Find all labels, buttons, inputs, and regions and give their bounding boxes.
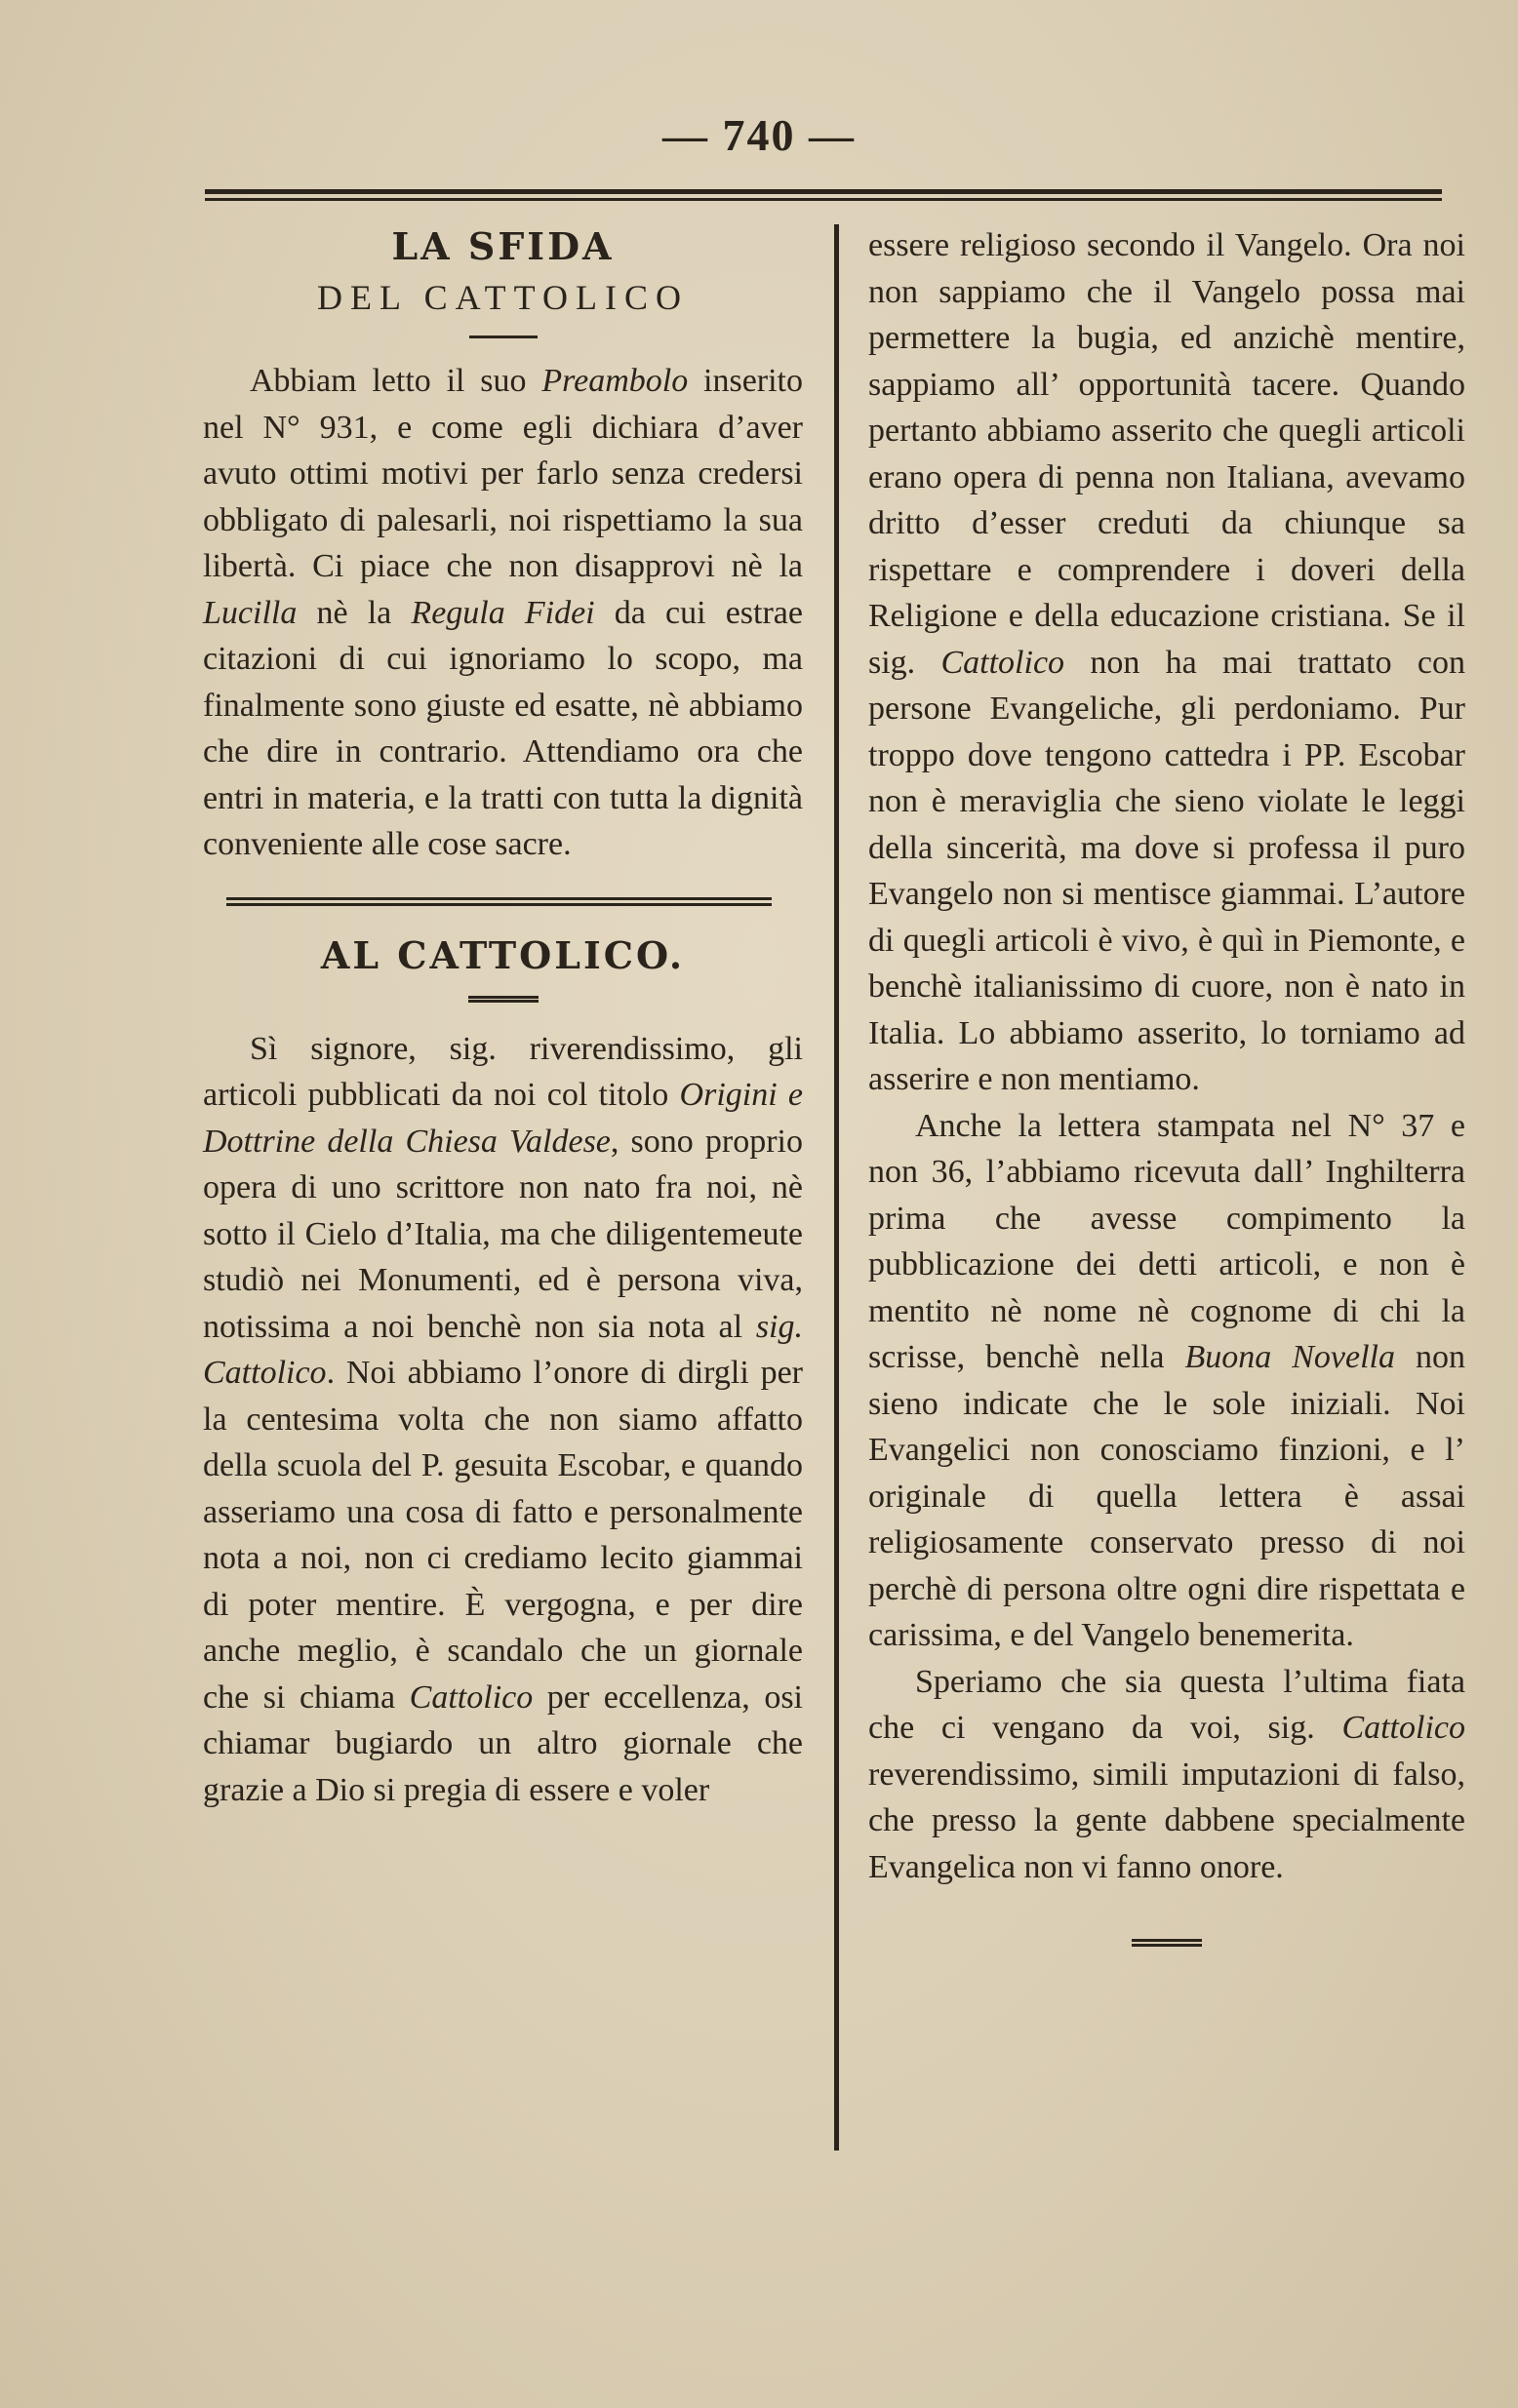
text-run: , sono proprio opera di uno scrittore non nato fra noi, nè sotto il Cielo d’Italia, ma che diligentemeute studiò nei Monumenti, ed è persona viva, notissima a noi benchè non sia nota al bbox=[203, 1123, 803, 1345]
article1-heading-line1: LA SFIDA bbox=[391, 224, 615, 268]
article2-heading-rule bbox=[468, 996, 539, 1003]
left-column bbox=[203, 222, 803, 1813]
italic-text-run: sig. Cattolico bbox=[203, 1308, 803, 1391]
header-double-rule bbox=[205, 189, 1442, 201]
right-column bbox=[868, 222, 1465, 1947]
text-run: per eccellenza, osi chiamar bugiardo un altro giornale che grazie a Dio si pregia di essere e voler bbox=[203, 1678, 803, 1808]
text-run: Sì signore, sig. riverendissimo, gli articoli pubblicati da noi col titolo bbox=[203, 1030, 803, 1113]
italic-text-run: Lucilla bbox=[203, 594, 298, 631]
text-run: non sieno indicate che le sole iniziali. Noi Evangelici non conosciamo finzioni, e l’ originale di quella lettera è assai religiosamente conservato presso di noi perchè di persona oltre ogni dire rispettata e carissima, e del Vangelo benemerita. bbox=[868, 1339, 1465, 1653]
italic-text-run: Preambolo bbox=[541, 363, 689, 399]
italic-text-run: Cattolico bbox=[409, 1678, 534, 1716]
text-run: inserito nel N° 931, e come egli dichiara d’aver avuto ottimi motivi per farlo senza credersi obbligato di palesarli, noi rispettiamo la sua libertà. Ci piace che non disapprovi nè la bbox=[203, 363, 804, 584]
page-number: — 740 — bbox=[662, 110, 856, 160]
text-run: reverendissimo, simili imputazioni di falso, che presso la gente dabbene specialmente Evangelica non vi fanno onore. bbox=[868, 1756, 1465, 1885]
article1-paragraph bbox=[203, 358, 803, 868]
article1-heading-rule bbox=[469, 336, 538, 338]
article2-paragraph bbox=[203, 1026, 803, 1814]
text-run: essere religioso secondo il Vangelo. Ora noi non sappiamo che il Vangelo possa mai permettere la bugia, ed anzichè mentire, sappiamo all’ opportunità tacere. Quando pertanto abbiamo asserito che quegli articoli erano opera di penna non Italiana, avevamo dritto d’esser creduti da chiunque sa rispettare e comprendere i doveri della Religione e della educazione cristiana. Se il sig. bbox=[868, 227, 1465, 681]
column-divider bbox=[834, 224, 839, 2151]
text-run: Abbiam letto il suo bbox=[250, 363, 542, 399]
text-run: nè la bbox=[297, 594, 412, 631]
italic-text-run: Cattolico bbox=[940, 644, 1065, 681]
article2-body-right bbox=[868, 222, 1465, 1890]
text-run: Speriamo che sia questa l’ultima fiata che ci vengano da voi, sig. bbox=[868, 1663, 1465, 1746]
text-run: . Noi abbiamo l’onore di dirgli per la centesima volta che non siamo affatto della scuola del P. gesuita Escobar, e quando asseriamo una cosa di fatto e personalmente nota a noi, non ci crediamo lecito giammai di poter mentire. È vergogna, e per dire anche meglio, è scandalo che un giornale che si chiama bbox=[203, 1355, 803, 1716]
text-run: non ha mai trattato con persone Evangeliche, gli perdoniamo. Pur troppo dove tengono cattedra i PP. Escobar non è meraviglia che sieno violate le leggi della sincerità, ma dove si professa il puro Evangelo non si mentisce giammai. L’autore di quegli articoli è vivo, è quì in Piemonte, e benchè italianissimo di cuore, non è nato in Italia. Lo abbiamo asserito, lo torniamo ad asserire e non mentiamo. bbox=[868, 644, 1465, 1097]
article1-body bbox=[203, 358, 803, 868]
italic-text-run: Origini e Dottrine della Chiesa Valdese bbox=[203, 1077, 803, 1160]
text-run: da cui estrae citazioni di cui ignoriamo lo scopo, ma finalmente sono giuste ed esatte, nè abbiamo che dire in contrario. Attendiamo ora che entri in materia, e la tratti con tutta la dignità conveniente alle cose sacre. bbox=[203, 594, 803, 862]
italic-text-run: Cattolico bbox=[1341, 1710, 1465, 1746]
article2-paragraph bbox=[868, 1659, 1465, 1891]
article2-heading: AL CATTOLICO. bbox=[320, 932, 686, 977]
article2-paragraph bbox=[868, 222, 1465, 1103]
article1-heading-line2: DEL CATTOLICO bbox=[317, 278, 689, 317]
text-run: Anche la lettera stampata nel N° 37 e non 36, l’abbiamo ricevuta dall’ Inghilterra prima che avesse compimento la pubblicazione dei detti articoli, e non è mentito nè nome nè cognome di chi la scrisse, benchè nella bbox=[868, 1107, 1465, 1375]
italic-text-run: Regula Fidei bbox=[411, 594, 595, 631]
article2-body-left bbox=[203, 1026, 803, 1814]
article2-paragraph bbox=[868, 1103, 1465, 1659]
italic-text-run: Buona Novella bbox=[1184, 1339, 1395, 1375]
article-separator-rule bbox=[226, 897, 772, 906]
end-of-article-rule bbox=[1132, 1939, 1202, 1947]
